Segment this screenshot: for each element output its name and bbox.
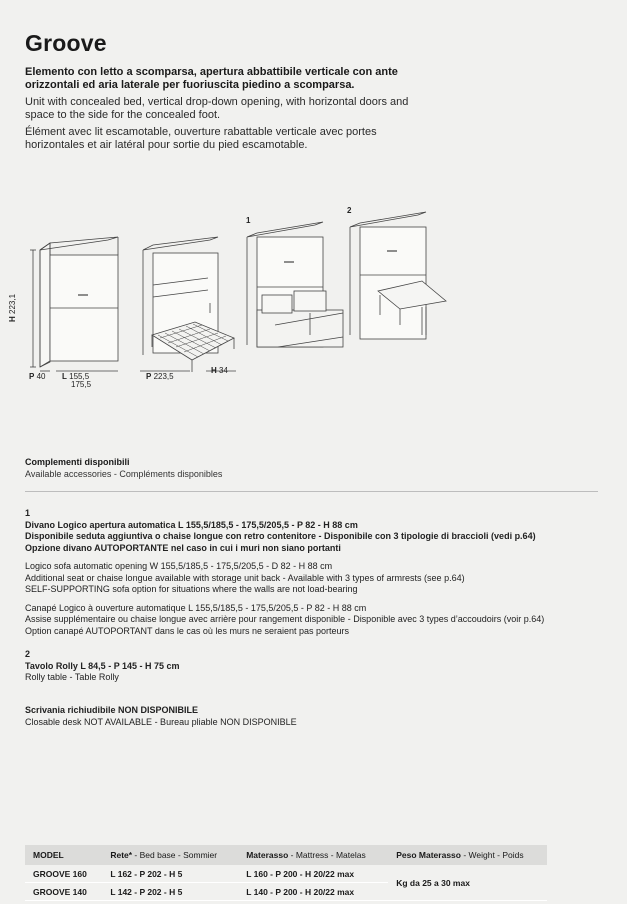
product-drawings (0, 195, 627, 395)
width-dim-value-1: 155,5 (69, 372, 90, 381)
depth-dim-value: 40 (36, 372, 46, 381)
closed-cabinet-drawing (30, 237, 118, 371)
drawing-label-1: 1 (246, 216, 251, 225)
cell-bed-base: L 142 - P 202 - H 5 (102, 883, 238, 901)
section-divider (25, 491, 598, 492)
width-dim-label: L (62, 372, 67, 381)
cell-model: GROOVE 160 (25, 865, 102, 883)
item-2-number: 2 (25, 649, 31, 659)
height-dim-value: 223,1 (8, 293, 17, 314)
header-model: MODEL (25, 845, 102, 865)
desk-it-line: Scrivania richiudibile NON DISPONIBILE (25, 705, 199, 715)
item-1-number: 1 (25, 508, 31, 518)
cell-mattress: L 140 - P 200 - H 20/22 max (238, 883, 388, 901)
cabinet-with-sofa-drawing (247, 222, 343, 347)
depth-dimension (29, 372, 45, 381)
desk-en-line: Closable desk NOT AVAILABLE - Bureau pliable NON DISPONIBLE (25, 716, 297, 727)
header-bed-base: Rete* - Bed base - Sommier (102, 845, 238, 865)
intro-italian: Elemento con letto a scomparsa, apertura abbattibile verticale con ante orizzontali ed aria laterale per fuoriuscita piedino a scomparsa. (25, 66, 398, 91)
spec-table (25, 845, 547, 901)
cell-bed-base: L 162 - P 202 - H 5 (102, 865, 238, 883)
accessories-subtitle: Available accessories - Compléments disponibles (25, 469, 223, 479)
open-depth-dimension (146, 372, 174, 381)
cell-model: GROOVE 140 (25, 883, 102, 901)
item-1-fr-line: Canapé Logico à ouverture automatique L 155,5/185,5 - 175,5/205,5 - P 82 - H 88 cm (25, 602, 367, 613)
height-dimension (8, 294, 17, 322)
intro-english: Unit with concealed bed, vertical drop-down opening, with horizontal doors and space to the side for the concealed foot. (25, 96, 409, 121)
bed-height-dimension (211, 366, 228, 375)
depth-dim-label: P (29, 372, 35, 381)
page-title: Groove (25, 30, 107, 56)
width-dim-value-2: 175,5 (71, 380, 92, 389)
header-weight: Peso Materasso - Weight - Poids (388, 845, 547, 865)
item-1-fr-line: Option canapé AUTOPORTANT dans le cas où les murs ne seraient pas porteurs (25, 625, 349, 636)
desk-block (25, 705, 605, 728)
item-1-en-line: Additional seat or chaise longue available with storage unit back - Available with 3 types of armrests (see p.64) (25, 572, 465, 583)
cell-mattress: L 160 - P 200 - H 20/22 max (238, 865, 388, 883)
item-2-it-line: Tavolo Rolly L 84,5 - P 145 - H 75 cm (25, 660, 180, 671)
drawing-label-2: 2 (347, 206, 352, 215)
item-1-it-line: Disponibile seduta aggiuntiva o chaise longue con retro contenitore - Disponibile con 3 tipologie di braccioli (vedi p.64) (25, 531, 536, 541)
table-row (25, 865, 547, 883)
height-dim-label: H (8, 316, 17, 322)
accessories-title: Complementi disponibili (25, 457, 130, 467)
item-2-block (25, 649, 605, 684)
item-1-it-line: Divano Logico apertura automatica L 155,5/185,5 - 175,5/205,5 - P 82 - H 88 cm (25, 519, 358, 530)
item-1-block (25, 508, 605, 637)
bed-height-dim-label: H (211, 366, 217, 375)
open-depth-dim-label: P (146, 372, 152, 381)
item-1-en-line: SELF-SUPPORTING sofa option for situations where the walls are not load-bearing (25, 584, 358, 594)
spec-table-header (25, 845, 547, 865)
open-bed-drawing (140, 237, 236, 372)
open-depth-dim-value: 223,5 (153, 372, 174, 381)
item-2-en-line: Rolly table - Table Rolly (25, 672, 119, 682)
cell-weight: Kg da 25 a 30 max (388, 865, 547, 901)
cabinet-with-table-drawing (350, 212, 446, 339)
item-1-it-line: Opzione divano AUTOPORTANTE nel caso in cui i muri non siano portanti (25, 542, 341, 553)
item-1-fr-line: Assise supplémentaire ou chaise longue avec arrière pour rangement disponible - Disponible avec 3 types d’accoudoirs (voir p.64) (25, 614, 545, 624)
header-mattress: Materasso - Mattress - Matelas (238, 845, 388, 865)
bed-height-dim-value: 34 (219, 366, 228, 375)
item-1-en-line: Logico sofa automatic opening W 155,5/185,5 - 175,5/205,5 - D 82 - H 88 cm (25, 561, 333, 571)
intro-french: Élément avec lit escamotable, ouverture rabattable verticale avec portes horizontales et air latéral pour sortie du pied escamotable. (25, 126, 377, 151)
